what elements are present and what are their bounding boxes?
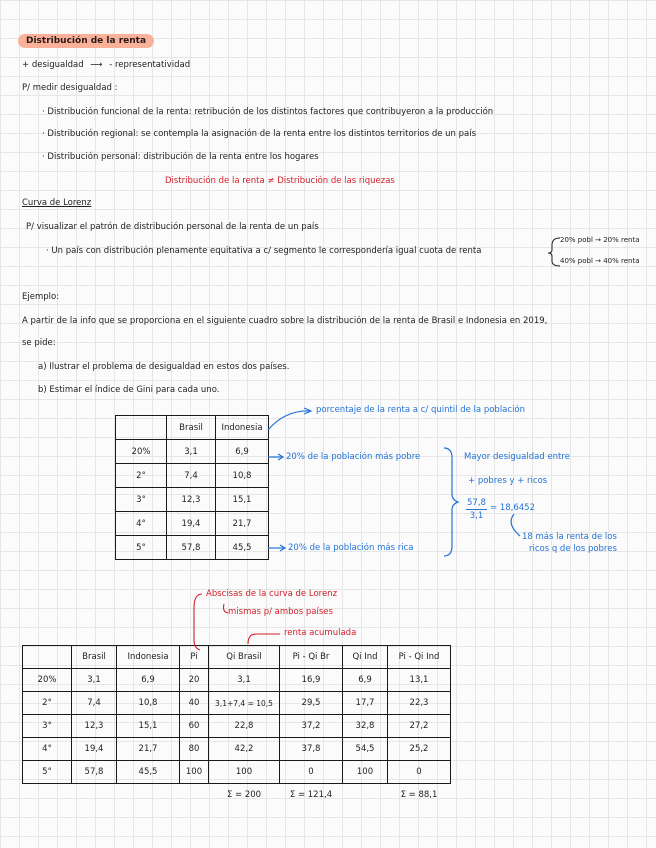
table-cell: 2° (116, 464, 167, 488)
mayor-desigualdad: Mayor desigualdad entre (464, 452, 570, 462)
table-cell: 29,5 (280, 692, 343, 715)
table-cell: 16,9 (280, 669, 343, 692)
table-cell: 12,3 (167, 488, 216, 512)
table-cell: 21,7 (117, 738, 180, 761)
bullet-funcional: · Distribución funcional de la renta: retribución de los distintos factores que contribuyeron a la producción (42, 107, 494, 117)
table-cell: 4° (116, 512, 167, 536)
bullet-text: Distribución funcional de la renta: retribución de los distintos factores que contribuyeron a la producción (47, 107, 494, 117)
table-cell: 54,5 (343, 738, 388, 761)
table-cell: 3,1 (209, 669, 280, 692)
table-cell: 4° (23, 738, 72, 761)
ejemplo-text: A partir de la info que se proporciona en el siguiente cuadro sobre la distribución de la renta de Brasil e Indonesia en 2019, (22, 316, 548, 326)
page-title: Distribución de la renta (18, 34, 154, 48)
annotation-rich: 20% de la población más rica (288, 543, 414, 553)
table-cell: 3° (23, 715, 72, 738)
long-arrow-icon: ⟶ (90, 60, 103, 70)
table-cell: 25,2 (388, 738, 451, 761)
table-cell: 6,9 (343, 669, 388, 692)
table-cell: 15,1 (216, 488, 269, 512)
desigualdad-right: - representatividad (109, 60, 191, 70)
red-statement: Distribución de la renta ≠ Distribución de las riquezas (165, 176, 395, 186)
lorenz-bullet-text: Un país con distribución plenamente equitativa a c/ segmento le correspondería igual cuota de renta (51, 246, 482, 256)
medir-heading: P/ medir desigualdad : (22, 83, 118, 93)
table-cell: 13,1 (388, 669, 451, 692)
bullet-regional: · Distribución regional: se contempla la asignación de la renta entre los distintos territorios de un país (42, 129, 477, 139)
fraction-result: ≃ 18,6452 (490, 503, 535, 513)
table-cell: 45,5 (216, 536, 269, 560)
blue-hook (511, 514, 520, 536)
table-header-cell: Indonesia (117, 646, 180, 669)
table-cell: 6,9 (117, 669, 180, 692)
table-cell: 57,8 (72, 761, 117, 784)
table-cell: 17,7 (343, 692, 388, 715)
table-cell: 2° (23, 692, 72, 715)
table-cell: 22,3 (388, 692, 451, 715)
table-cell: 7,4 (72, 692, 117, 715)
abscisas-label: Abscisas de la curva de Lorenz (206, 589, 338, 599)
table-header-cell: Qi Brasil (209, 646, 280, 669)
mismas-label: mismas p/ ambos países (228, 607, 333, 617)
table-header-cell: Brasil (72, 646, 117, 669)
table-cell: 37,8 (280, 738, 343, 761)
fraction-den: 3,1 (469, 511, 484, 521)
table-cell: 37,2 (280, 715, 343, 738)
table-cell: 3,1+7,4 = 10,5 (209, 692, 280, 715)
table-header-cell: Indonesia (216, 416, 269, 440)
annotation-poor: 20% de la población más pobre (286, 452, 421, 462)
table-cell: 100 (180, 761, 209, 784)
table-cell: 21,7 (216, 512, 269, 536)
question-b: b) Estimar el índice de Gini para cada uno. (38, 385, 220, 395)
table-cell: 32,8 (343, 715, 388, 738)
annotation-18-line2: ricos q de los pobres (528, 544, 617, 554)
bullet-personal: · Distribución personal: distribución de la renta entre los hogares (42, 152, 319, 162)
table-header-cell: Qi Ind (343, 646, 388, 669)
renta-acumulada-label: renta acumulada (284, 628, 357, 638)
table-cell: 20% (116, 440, 167, 464)
table-cell: 19,4 (167, 512, 216, 536)
fraction-num: 57,8 (467, 498, 486, 508)
table-cell: 3,1 (167, 440, 216, 464)
table-cell: 10,8 (117, 692, 180, 715)
table-cell: 57,8 (167, 536, 216, 560)
table-cell: 22,8 (209, 715, 280, 738)
table-cell: 40 (180, 692, 209, 715)
lorenz-heading: Curva de Lorenz (22, 198, 92, 208)
blue-brace (444, 448, 458, 556)
table-cell: 20% (23, 669, 72, 692)
table-cell: 5° (116, 536, 167, 560)
bullet-text: Distribución personal: distribución de la renta entre los hogares (47, 152, 319, 162)
brace-item-40: 40% pobl → 40% renta (560, 257, 640, 265)
red-bracket (248, 634, 280, 644)
red-brace (194, 594, 202, 650)
table-cell: 12,3 (72, 715, 117, 738)
table-cell: 6,9 (216, 440, 269, 464)
lorenz-bullet: · Un país con distribución plenamente equitativa a c/ segmento le correspondería igual cuota de renta (46, 246, 482, 256)
table-cell: 19,4 (72, 738, 117, 761)
question-a: a) Ilustrar el problema de desigualdad en estos dos países. (38, 362, 290, 372)
table-cell: 0 (280, 761, 343, 784)
annotation-top: porcentaje de la renta a c/ quintil de la población (316, 405, 526, 415)
table-cell: 20 (180, 669, 209, 692)
pobres-ricos: + pobres y + ricos (468, 476, 548, 486)
table-cell: 3,1 (72, 669, 117, 692)
red-hook (224, 604, 229, 613)
table-header-cell: Pi - Qi Br (280, 646, 343, 669)
blue-arrow-top (268, 411, 310, 430)
table-cell: 0 (388, 761, 451, 784)
table-cell: 100 (209, 761, 280, 784)
table-header-cell: Pi - Qi Ind (388, 646, 451, 669)
table-header-cell: Pi (180, 646, 209, 669)
annotation-18-line1: 18 más la renta de los (522, 532, 617, 542)
bullet-text: Distribución regional: se contempla la asignación de la renta entre los distintos territorios de un país (47, 129, 477, 139)
desigualdad-left: + desigualdad (22, 60, 84, 70)
table-cell: 60 (180, 715, 209, 738)
ejemplo-text-2: se pide: (22, 338, 56, 348)
lorenz-line: P/ visualizar el patrón de distribución personal de la renta de un país (26, 222, 319, 232)
brace-item-20: 20% pobl → 20% renta (560, 236, 640, 244)
table-cell: 5° (23, 761, 72, 784)
table-cell: 27,2 (388, 715, 451, 738)
table-cell: 100 (343, 761, 388, 784)
table-cell: 7,4 (167, 464, 216, 488)
table-cell: 80 (180, 738, 209, 761)
table-cell: 42,2 (209, 738, 280, 761)
ejemplo-heading: Ejemplo: (22, 292, 60, 302)
table-cell: 3° (116, 488, 167, 512)
sum-brasil: Σ = 121,4 (289, 790, 333, 800)
table-cell: 15,1 (117, 715, 180, 738)
table-cell: 45,5 (117, 761, 180, 784)
table-header-cell: Brasil (167, 416, 216, 440)
table-cell: 10,8 (216, 464, 269, 488)
black-brace (548, 238, 560, 266)
sum-pi: Σ = 200 (226, 790, 262, 800)
sum-indonesia: Σ = 88,1 (400, 790, 438, 800)
